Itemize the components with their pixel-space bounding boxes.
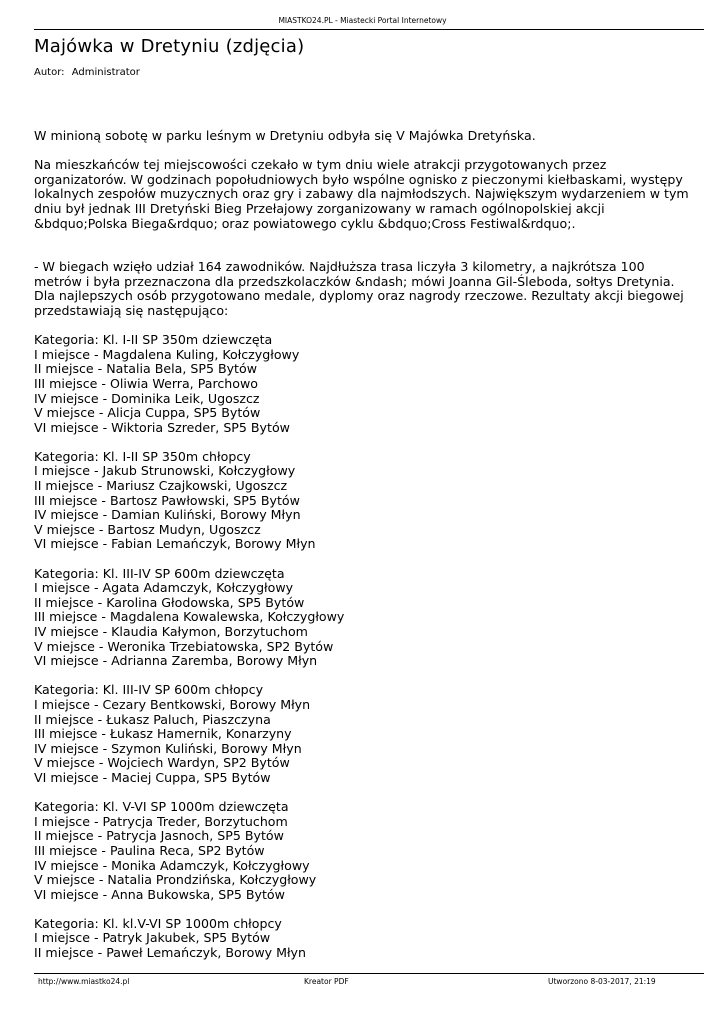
place-entry: II miejsce - Paweł Lemańczyk, Borowy Młyn xyxy=(34,945,306,961)
paragraph-events: Na mieszkańców tej miejscowości czekało w tym dniu wiele atrakcji przygotowanych przez organizatorów. W godzinach popołudniowych było wspólne ognisko z pieczonymi kiełbaskami, występy lokalnych zespołów muzycznych oraz gry i zabawy dla najmłodszych. Największym wydarzeniem w tym dniu był jednak III Dretyński Bieg Przełajowy zorganizowany w ramach ogólnopolskiej akcji &bdquo;Polska Biega&rdquo; oraz powiatowego cyklu &bdquo;Cross Festiwal&rdquo;. xyxy=(34,157,689,231)
place-entry: V miejsce - Bartosz Mudyn, Ugoszcz xyxy=(34,521,261,537)
place-entry: IV miejsce - Damian Kuliński, Borowy Młyn xyxy=(34,507,301,523)
category-heading: Kategoria: Kl. V-VI SP 1000m dziewczęta xyxy=(34,799,289,815)
place-entry: IV miejsce - Szymon Kuliński, Borowy Młyn xyxy=(34,740,302,756)
place-entry: III miejsce - Magdalena Kowalewska, Kołczygłowy xyxy=(34,609,345,625)
place-entry: I miejsce - Patryk Jakubek, SP5 Bytów xyxy=(34,930,271,946)
category-heading: Kategoria: Kl. III-IV SP 600m dziewczęta xyxy=(34,565,285,581)
place-entry: I miejsce - Jakub Strunowski, Kołczygłowy xyxy=(34,463,296,479)
category-heading: Kategoria: Kl. I-II SP 350m dziewczęta xyxy=(34,332,273,348)
footer-divider xyxy=(34,973,704,974)
place-entry: VI miejsce - Maciej Cuppa, SP5 Bytów xyxy=(34,769,271,785)
place-entry: I miejsce - Cezary Bentkowski, Borowy Młyn xyxy=(34,696,311,712)
author-line xyxy=(34,67,140,78)
place-entry: V miejsce - Wojciech Wardyn, SP2 Bytów xyxy=(34,755,290,771)
place-entry: III miejsce - Oliwia Werra, Parchowo xyxy=(34,375,258,391)
place-entry: II miejsce - Karolina Głodowska, SP5 Bytów xyxy=(34,594,305,610)
place-entry: II miejsce - Natalia Bela, SP5 Bytów xyxy=(34,361,257,377)
result-category xyxy=(34,800,694,902)
category-heading: Kategoria: Kl. kl.V-VI SP 1000m chłopcy xyxy=(34,915,282,931)
article-body xyxy=(34,129,694,975)
place-entry: VI miejsce - Adrianna Zaremba, Borowy Młyn xyxy=(34,653,318,669)
place-entry: II miejsce - Łukasz Paluch, Piaszczyna xyxy=(34,711,271,727)
result-category xyxy=(34,683,694,785)
place-entry: IV miejsce - Monika Adamczyk, Kołczygłowy xyxy=(34,857,310,873)
result-category xyxy=(34,450,694,552)
author-name: Administrator xyxy=(71,67,140,78)
place-entry: IV miejsce - Dominika Leik, Ugoszcz xyxy=(34,390,260,406)
place-entry: IV miejsce - Klaudia Kałymon, Borzytuchom xyxy=(34,624,308,639)
article-title: Majówka w Dretyniu (zdjęcia) xyxy=(34,36,305,57)
place-entry: VI miejsce - Wiktoria Szreder, SP5 Bytów xyxy=(34,419,290,435)
place-entry: III miejsce - Łukasz Hamernik, Konarzyny xyxy=(34,726,292,742)
author-label: Autor: xyxy=(34,67,65,78)
place-entry: II miejsce - Patrycja Jasnoch, SP5 Bytów xyxy=(34,828,284,844)
place-entry: VI miejsce - Fabian Lemańczyk, Borowy Młyn xyxy=(34,536,316,552)
paragraph-results-intro: - W biegach wzięło udział 164 zawodników. Najdłuższa trasa liczyła 3 kilometry, a najkrótsza 100 metrów i była przeznaczona dla przedszkolaczków &ndash; mówi Joanna Gil-Śleboda, sołtys Dretynia. Dla najlepszych osób przygotowano medale, dyplomy oraz nagrody rzeczowe. Rezultaty akcji biegowej przedstawiają się następująco: xyxy=(34,259,684,318)
place-entry: I miejsce - Magdalena Kuling, Kołczygłowy xyxy=(34,346,300,362)
footer-generator: Kreator PDF xyxy=(304,977,349,986)
result-category xyxy=(34,333,694,435)
place-entry: V miejsce - Natalia Prondzińska, Kołczygłowy xyxy=(34,872,317,888)
place-entry: I miejsce - Patrycja Treder, Borzytuchom xyxy=(34,813,288,829)
intro-paragraph: W minioną sobotę w parku leśnym w Dretyniu odbyła się V Majówka Dretyńska. xyxy=(34,128,536,143)
place-entry: III miejsce - Paulina Reca, SP2 Bytów xyxy=(34,842,265,858)
place-entry: V miejsce - Weronika Trzebiatowska, SP2 Bytów xyxy=(34,638,334,654)
place-entry: VI miejsce - Anna Bukowska, SP5 Bytów xyxy=(34,886,285,902)
results-list xyxy=(34,333,694,961)
category-heading: Kategoria: Kl. I-II SP 350m chłopcy xyxy=(34,448,251,464)
footer-created: Utworzono 8-03-2017, 21:19 xyxy=(548,977,656,986)
category-heading: Kategoria: Kl. III-IV SP 600m chłopcy xyxy=(34,682,264,698)
result-category xyxy=(34,917,694,961)
footer-url: http://www.miastko24.pl xyxy=(38,977,130,986)
place-entry: II miejsce - Mariusz Czajkowski, Ugoszcz xyxy=(34,478,288,494)
place-entry: I miejsce - Agata Adamczyk, Kołczygłowy xyxy=(34,580,294,596)
result-category xyxy=(34,567,694,669)
header-divider xyxy=(34,29,704,30)
place-entry: V miejsce - Alicja Cuppa, SP5 Bytów xyxy=(34,405,261,421)
place-entry: III miejsce - Bartosz Pawłowski, SP5 Bytów xyxy=(34,492,300,508)
page-header: MIASTKO24.PL - Miastecki Portal Internetowy xyxy=(278,16,447,25)
